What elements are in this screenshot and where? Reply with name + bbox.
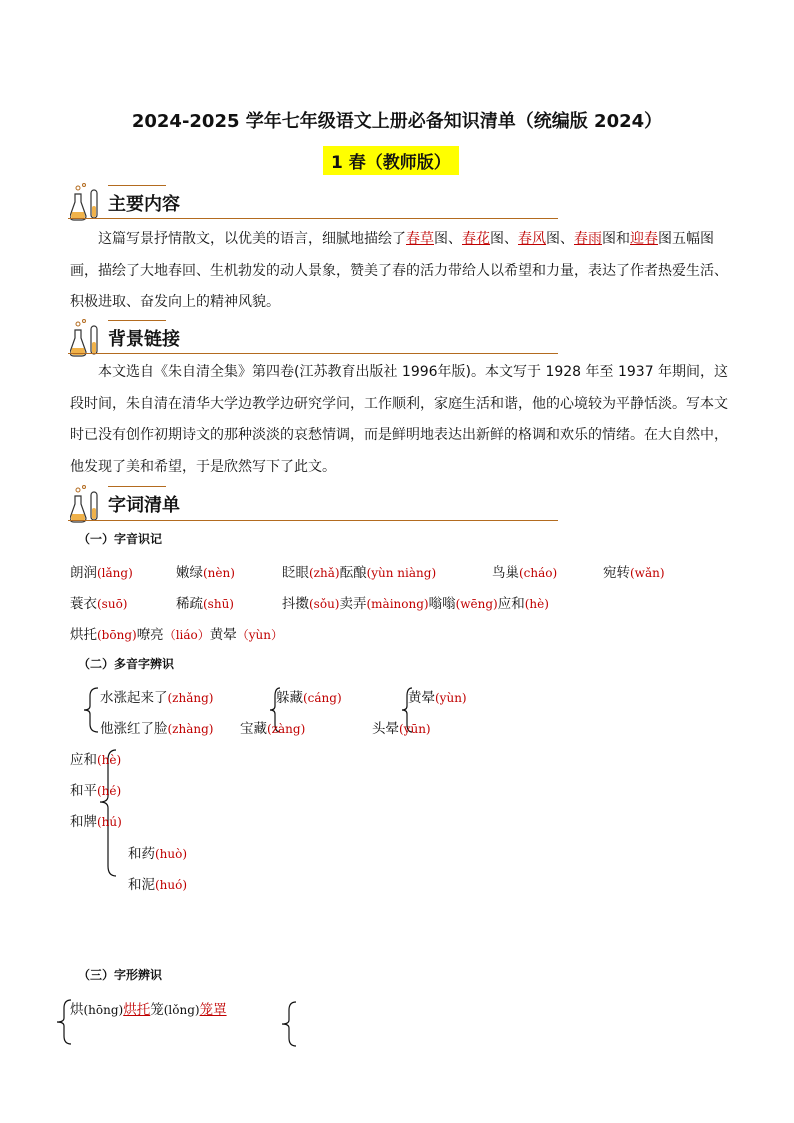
section-underline [68, 353, 558, 354]
brace-icon [80, 686, 100, 734]
section-decor-line [108, 185, 166, 186]
polyphone-item: 躲藏(cáng) [276, 690, 342, 706]
highlight-word: 春花 [462, 231, 490, 247]
lab-flask-icon [70, 182, 104, 222]
section-title-main-content: 主要内容 [108, 194, 180, 215]
vocab-item: 稀疏(shū) [176, 596, 234, 612]
document-title: 2024-2025 学年七年级语文上册必备知识清单（统编版 2024） [131, 111, 663, 132]
main-content-paragraph: 这篇写景抒情散文，以优美的语言，细腻地描绘了春草图、春花图、春风图、春雨图和迎春图五幅图画，描绘了大地春回、生机勃发的动人景象，赞美了春的活力带给人以希望和力量，表达了作者热爱生活、积极进取、奋发向上的精神风貌。 [70, 231, 728, 310]
section-decor-line [108, 320, 166, 321]
lab-flask-icon [70, 484, 104, 524]
section-title-vocabulary: 字词清单 [108, 495, 180, 516]
vocab-item: 烘托(bōng)嘹亮（liáo）黄晕（yùn） [70, 627, 283, 643]
subheading-pronunciation: （一）字音识记 [78, 532, 163, 546]
section-decor-line [108, 486, 166, 487]
brace-icon [280, 1000, 298, 1048]
section-underline [68, 520, 558, 521]
vocab-item: 鸟巢(cháo) [492, 565, 558, 581]
highlight-word: 春雨 [574, 231, 602, 247]
section-underline [68, 218, 558, 219]
subheading-polyphones: （二）多音字辨识 [78, 657, 175, 671]
vocab-item: 嫩绿(nèn) [176, 565, 235, 581]
lab-flask-icon [70, 318, 104, 358]
polyphone-item: 宝藏(zàng) [240, 721, 306, 737]
highlight-word: 春风 [518, 231, 546, 247]
subheading-character-shapes: （三）字形辨识 [78, 968, 163, 982]
vocab-item: 宛转(wǎn) [603, 565, 665, 581]
character-shape-item: 烘(hōng)烘托笼(lǒng)笼罩 [70, 1002, 227, 1018]
section-title-background: 背景链接 [108, 329, 180, 350]
lesson-subtitle: 1 春（教师版） [323, 146, 459, 175]
polyphone-item: 和药(huò) [128, 846, 188, 862]
polyphone-item: 水涨起来了(zhǎng) [100, 690, 214, 706]
vocab-item: 蓑衣(suō) [70, 596, 128, 612]
polyphone-item: 黄晕(yùn) [408, 690, 467, 706]
polyphone-item: 和牌(hú) [70, 814, 122, 830]
polyphone-item: 和平(hé) [70, 783, 122, 799]
polyphone-item: 头晕(yūn) [372, 721, 431, 737]
vocab-item: 朗润(lǎng) [70, 565, 133, 581]
highlight-word: 迎春 [630, 231, 658, 247]
polyphone-item: 和泥(huó) [128, 877, 188, 893]
vocab-item: 抖擞(sǒu)卖弄(màinong)嗡嗡(wēng)应和(hè) [282, 596, 549, 612]
polyphone-item: 他涨红了脸(zhàng) [100, 721, 214, 737]
highlight-word: 春草 [406, 231, 434, 247]
vocab-item: 眨眼(zhǎ)酝酿(yùn niàng) [282, 565, 437, 581]
background-paragraph: 本文选自《朱自清全集》第四卷(江苏教育出版社 1996年版)。本文写于 1928 年至 1937 年期间，这段时间，朱自清在清华大学边教学边研究学问，工作顺利，家庭生活和谐，他的心境较为平静恬淡。写本文时已没有创作初期诗文的那种淡淡的哀愁情调，而是鲜明地表达出新鲜的格调和欢乐的情绪。在大自然中，他发现了美和希望，于是欣然写下了此文。 [70, 364, 729, 475]
polyphone-item: 应和(hè) [70, 752, 122, 768]
